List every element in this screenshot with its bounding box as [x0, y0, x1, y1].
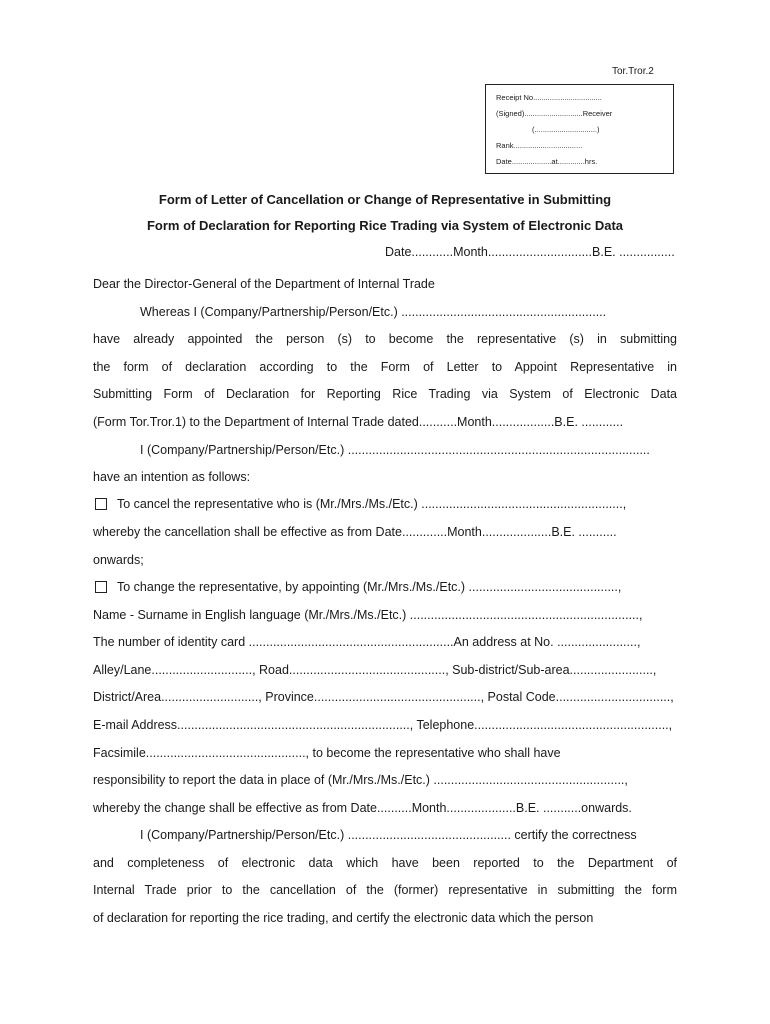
change-line-4: Alley/Lane............................., Road............................................., Sub-district/Sub-area........................,	[93, 663, 657, 677]
paragraph-3-line-3: Internal Trade prior to the cancellation of the (former) representative in submitting the form	[93, 883, 677, 897]
paragraph-1-line-5: (Form Tor.Tror.1) to the Department of Internal Trade dated...........Month..................B.E. ............	[93, 415, 624, 429]
receipt-box	[485, 84, 674, 174]
change-line-2: Name - Surname in English language (Mr./Mrs./Ms./Etc.) ..................................................................,	[93, 608, 643, 622]
paragraph-1-line-1: Whereas I (Company/Partnership/Person/Etc.) ...........................................................	[140, 305, 607, 319]
change-line-5: District/Area............................, Province................................................, Postal Code.................................,	[93, 690, 674, 704]
paragraph-3-line-2: and completeness of electronic data which have been reported to the Department of	[93, 856, 677, 870]
change-line-7: Facsimile.............................................., to become the representative who shall have	[93, 746, 561, 760]
change-line-8: responsibility to report the data in place of (Mr./Mrs./Ms./Etc.) .......................................................,	[93, 773, 628, 787]
receipt-date-line: Date...................at.............hrs.	[496, 157, 598, 166]
paragraph-1-line-4: Submitting Form of Declaration for Reporting Rice Trading via System of Electronic Data	[93, 387, 677, 401]
change-checkbox[interactable]	[95, 581, 107, 593]
paragraph-3-line-1: I (Company/Partnership/Person/Etc.) ............................................... certify the correctness	[140, 828, 637, 842]
change-line-6: E-mail Address..................................................................., Telephone........................................................,	[93, 718, 673, 732]
receipt-rank-line: Rank.................................	[496, 141, 583, 150]
cancel-line-3: onwards;	[93, 553, 144, 567]
cancel-line-2: whereby the cancellation shall be effective as from Date.............Month....................B.E. ...........	[93, 525, 617, 539]
change-option-text: To change the representative, by appointing (Mr./Mrs./Ms./Etc.) ...........................................,	[117, 580, 622, 594]
paragraph-3-line-4: of declaration for reporting the rice trading, and certify the electronic data which the person	[93, 911, 594, 925]
change-line-3: The number of identity card ...........................................................An address at No. .......................,	[93, 635, 641, 649]
form-code: Tor.Tror.2	[612, 66, 654, 77]
salutation: Dear the Director-General of the Department of Internal Trade	[93, 277, 435, 291]
cancel-option	[95, 496, 677, 512]
receipt-name-line: (..............................)	[532, 125, 600, 134]
paragraph-1-line-3: the form of declaration according to the Form of Letter to Appoint Representative in	[93, 360, 677, 374]
change-option	[95, 579, 677, 595]
cancel-checkbox[interactable]	[95, 498, 107, 510]
receipt-number-line: Receipt No.................................	[496, 93, 602, 102]
change-line-9: whereby the change shall be effective as from Date..........Month....................B.E. ...........onwards.	[93, 801, 632, 815]
paragraph-2-line-1: I (Company/Partnership/Person/Etc.) .......................................................................................	[140, 443, 650, 457]
receipt-signed-line: (Signed)............................Receiver	[496, 109, 613, 118]
title-line-2: Form of Declaration for Reporting Rice Trading via System of Electronic Data	[146, 218, 624, 233]
title-line-1: Form of Letter of Cancellation or Change of Representative in Submitting	[158, 192, 612, 207]
paragraph-1-line-2: have already appointed the person (s) to become the representative (s) in submitting	[93, 332, 677, 346]
cancel-option-text: To cancel the representative who is (Mr./Mrs./Ms./Etc.) ..........................................................,	[117, 497, 627, 511]
date-line: Date............Month..............................B.E. ................	[385, 245, 675, 259]
paragraph-2-line-2: have an intention as follows:	[93, 470, 251, 484]
